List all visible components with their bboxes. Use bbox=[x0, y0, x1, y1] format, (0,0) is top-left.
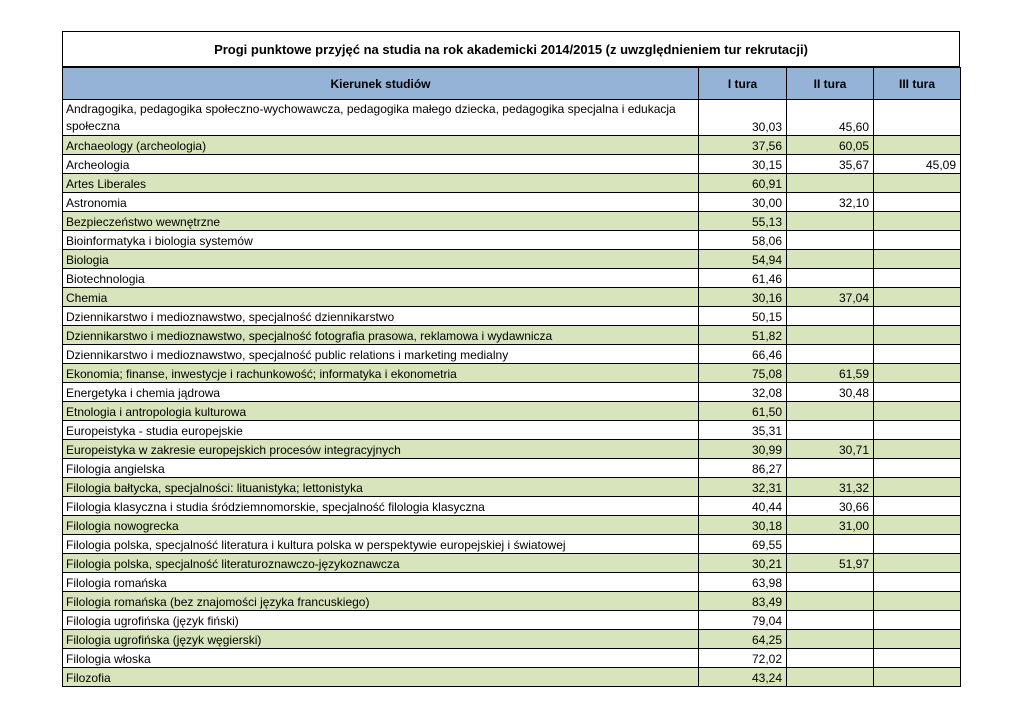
table-row bbox=[63, 231, 961, 250]
cell-round-2[interactable]: 51,97 bbox=[787, 554, 874, 573]
cell-field-name[interactable]: Filologia romańska bbox=[63, 573, 699, 592]
cell-field-name[interactable]: Biologia bbox=[63, 250, 699, 269]
table-row bbox=[63, 668, 961, 687]
cell-round-3[interactable] bbox=[874, 535, 961, 554]
cell-round-3[interactable] bbox=[874, 288, 961, 307]
table-row bbox=[63, 193, 961, 212]
cell-field-name[interactable]: Archaeology (archeologia) bbox=[63, 136, 699, 155]
cell-round-3[interactable] bbox=[874, 212, 961, 231]
cell-field-name[interactable]: Artes Liberales bbox=[63, 174, 699, 193]
cell-round-2[interactable]: 30,48 bbox=[787, 383, 874, 402]
cell-round-2[interactable]: 31,32 bbox=[787, 478, 874, 497]
cell-field-name[interactable]: Filologia polska, specjalność literatura i kultura polska w perspektywie europejskiej i światowej bbox=[63, 535, 699, 554]
cell-round-3[interactable] bbox=[874, 174, 961, 193]
cell-round-1[interactable]: 30,03 bbox=[699, 100, 787, 136]
column-header-round-3[interactable]: III tura bbox=[874, 68, 961, 100]
cell-round-2[interactable] bbox=[787, 174, 874, 193]
cell-round-3[interactable] bbox=[874, 345, 961, 364]
cell-field-name[interactable]: Filologia włoska bbox=[63, 649, 699, 668]
column-header-round-1[interactable]: I tura bbox=[699, 68, 787, 100]
cell-round-1[interactable]: 50,15 bbox=[699, 307, 787, 326]
cell-field-name[interactable]: Astronomia bbox=[63, 193, 699, 212]
table-row bbox=[63, 630, 961, 649]
cell-round-2[interactable] bbox=[787, 402, 874, 421]
cell-field-name[interactable]: Filologia ugrofińska (język węgierski) bbox=[63, 630, 699, 649]
cell-round-2[interactable] bbox=[787, 592, 874, 611]
cell-round-3[interactable] bbox=[874, 592, 961, 611]
table-row bbox=[63, 649, 961, 668]
cell-field-name[interactable]: Biotechnologia bbox=[63, 269, 699, 288]
page-title: Progi punktowe przyjęć na studia na rok akademicki 2014/2015 (z uwzględnieniem tur rekrutacji) bbox=[62, 31, 960, 67]
cell-round-1[interactable]: 30,15 bbox=[699, 155, 787, 174]
cell-round-3[interactable] bbox=[874, 554, 961, 573]
cell-field-name[interactable]: Europeistyka w zakresie europejskich procesów integracyjnych bbox=[63, 440, 699, 459]
cell-round-3[interactable] bbox=[874, 440, 961, 459]
cell-field-name[interactable]: Filologia nowogrecka bbox=[63, 516, 699, 535]
table-row bbox=[63, 288, 961, 307]
table-row bbox=[63, 174, 961, 193]
table-row bbox=[63, 345, 961, 364]
cell-round-1[interactable]: 30,16 bbox=[699, 288, 787, 307]
cell-round-3[interactable]: 45,09 bbox=[874, 155, 961, 174]
cell-field-name[interactable]: Dziennikarstwo i medioznawstwo, specjalność public relations i marketing medialny bbox=[63, 345, 699, 364]
cell-round-1[interactable]: 32,08 bbox=[699, 383, 787, 402]
cell-round-3[interactable] bbox=[874, 573, 961, 592]
cell-round-2[interactable] bbox=[787, 307, 874, 326]
cell-round-2[interactable]: 45,60 bbox=[787, 100, 874, 136]
table-row bbox=[63, 459, 961, 478]
cell-round-2[interactable]: 35,67 bbox=[787, 155, 874, 174]
table-row bbox=[63, 212, 961, 231]
cell-round-1[interactable]: 60,91 bbox=[699, 174, 787, 193]
spreadsheet bbox=[62, 31, 960, 687]
cell-round-2[interactable] bbox=[787, 231, 874, 250]
cell-field-name[interactable]: Europeistyka - studia europejskie bbox=[63, 421, 699, 440]
cell-round-1[interactable]: 54,94 bbox=[699, 250, 787, 269]
cell-round-3[interactable] bbox=[874, 630, 961, 649]
cell-field-name[interactable]: Filologia romańska (bez znajomości języka francuskiego) bbox=[63, 592, 699, 611]
table-row bbox=[63, 100, 961, 136]
cell-round-3[interactable] bbox=[874, 193, 961, 212]
cell-round-2[interactable]: 30,66 bbox=[787, 497, 874, 516]
cell-round-1[interactable]: 55,13 bbox=[699, 212, 787, 231]
cell-round-3[interactable] bbox=[874, 497, 961, 516]
cell-field-name[interactable]: Filologia angielska bbox=[63, 459, 699, 478]
cell-round-1[interactable]: 66,46 bbox=[699, 345, 787, 364]
cell-round-2[interactable]: 60,05 bbox=[787, 136, 874, 155]
table-row bbox=[63, 269, 961, 288]
cell-round-2[interactable]: 31,00 bbox=[787, 516, 874, 535]
cell-round-3[interactable] bbox=[874, 421, 961, 440]
cell-field-name[interactable]: Dziennikarstwo i medioznawstwo, specjalność fotografia prasowa, reklamowa i wydawnicza bbox=[63, 326, 699, 345]
cell-round-1[interactable]: 61,46 bbox=[699, 269, 787, 288]
cell-round-2[interactable] bbox=[787, 326, 874, 345]
thresholds-table bbox=[62, 67, 961, 687]
cell-field-name[interactable]: Filologia bałtycka, specjalności: lituanistyka; lettonistyka bbox=[63, 478, 699, 497]
cell-round-3[interactable] bbox=[874, 326, 961, 345]
table-row bbox=[63, 250, 961, 269]
table-row bbox=[63, 307, 961, 326]
cell-round-2[interactable] bbox=[787, 573, 874, 592]
cell-field-name[interactable]: Filologia polska, specjalność literaturoznawczo-językoznawcza bbox=[63, 554, 699, 573]
cell-round-3[interactable] bbox=[874, 136, 961, 155]
cell-round-2[interactable] bbox=[787, 459, 874, 478]
cell-round-2[interactable]: 37,04 bbox=[787, 288, 874, 307]
cell-round-2[interactable] bbox=[787, 345, 874, 364]
table-row bbox=[63, 516, 961, 535]
cell-round-1[interactable]: 63,98 bbox=[699, 573, 787, 592]
table-row bbox=[63, 497, 961, 516]
header-row bbox=[63, 68, 961, 100]
cell-round-1[interactable]: 43,24 bbox=[699, 668, 787, 687]
cell-round-1[interactable]: 86,27 bbox=[699, 459, 787, 478]
table-row bbox=[63, 440, 961, 459]
cell-field-name[interactable]: Filologia ugrofińska (język fiński) bbox=[63, 611, 699, 630]
cell-round-2[interactable] bbox=[787, 611, 874, 630]
column-header-field[interactable]: Kierunek studiów bbox=[63, 68, 699, 100]
table-row bbox=[63, 402, 961, 421]
cell-round-1[interactable]: 75,08 bbox=[699, 364, 787, 383]
cell-round-1[interactable]: 30,18 bbox=[699, 516, 787, 535]
cell-round-2[interactable]: 61,59 bbox=[787, 364, 874, 383]
cell-round-3[interactable] bbox=[874, 231, 961, 250]
cell-round-2[interactable] bbox=[787, 250, 874, 269]
cell-round-1[interactable]: 40,44 bbox=[699, 497, 787, 516]
cell-field-name[interactable]: Filologia klasyczna i studia śródziemnomorskie, specjalność filologia klasyczna bbox=[63, 497, 699, 516]
cell-field-name[interactable]: Ekonomia; finanse, inwestycje i rachunkowość; informatyka i ekonometria bbox=[63, 364, 699, 383]
cell-field-name[interactable]: Bezpieczeństwo wewnętrzne bbox=[63, 212, 699, 231]
cell-field-name[interactable]: Filozofia bbox=[63, 668, 699, 687]
cell-field-name[interactable]: Dziennikarstwo i medioznawstwo, specjalność dziennikarstwo bbox=[63, 307, 699, 326]
cell-round-3[interactable] bbox=[874, 250, 961, 269]
cell-round-3[interactable] bbox=[874, 478, 961, 497]
cell-field-name[interactable]: Bioinformatyka i biologia systemów bbox=[63, 231, 699, 250]
cell-round-3[interactable] bbox=[874, 649, 961, 668]
cell-round-1[interactable]: 58,06 bbox=[699, 231, 787, 250]
cell-field-name[interactable]: Energetyka i chemia jądrowa bbox=[63, 383, 699, 402]
cell-round-3[interactable] bbox=[874, 269, 961, 288]
cell-field-name[interactable]: Chemia bbox=[63, 288, 699, 307]
cell-round-1[interactable]: 83,49 bbox=[699, 592, 787, 611]
cell-round-1[interactable]: 72,02 bbox=[699, 649, 787, 668]
cell-round-2[interactable] bbox=[787, 269, 874, 288]
cell-round-3[interactable] bbox=[874, 383, 961, 402]
cell-round-1[interactable]: 30,21 bbox=[699, 554, 787, 573]
cell-round-3[interactable] bbox=[874, 402, 961, 421]
cell-round-1[interactable]: 69,55 bbox=[699, 535, 787, 554]
cell-round-1[interactable]: 37,56 bbox=[699, 136, 787, 155]
table-row bbox=[63, 554, 961, 573]
column-header-round-2[interactable]: II tura bbox=[787, 68, 874, 100]
table-row bbox=[63, 478, 961, 497]
cell-round-2[interactable] bbox=[787, 421, 874, 440]
cell-round-2[interactable] bbox=[787, 212, 874, 231]
cell-round-2[interactable] bbox=[787, 668, 874, 687]
table-row bbox=[63, 421, 961, 440]
table-row bbox=[63, 383, 961, 402]
cell-field-name[interactable]: Etnologia i antropologia kulturowa bbox=[63, 402, 699, 421]
table-row bbox=[63, 535, 961, 554]
cell-round-3[interactable] bbox=[874, 459, 961, 478]
cell-round-1[interactable]: 30,99 bbox=[699, 440, 787, 459]
cell-round-2[interactable] bbox=[787, 649, 874, 668]
cell-round-1[interactable]: 79,04 bbox=[699, 611, 787, 630]
cell-field-name[interactable]: Archeologia bbox=[63, 155, 699, 174]
table-row bbox=[63, 136, 961, 155]
cell-round-3[interactable] bbox=[874, 611, 961, 630]
table-row bbox=[63, 611, 961, 630]
cell-round-3[interactable] bbox=[874, 668, 961, 687]
table-row bbox=[63, 326, 961, 345]
cell-round-2[interactable] bbox=[787, 535, 874, 554]
cell-round-3[interactable] bbox=[874, 307, 961, 326]
table-row bbox=[63, 364, 961, 383]
cell-round-1[interactable]: 64,25 bbox=[699, 630, 787, 649]
cell-round-2[interactable]: 30,71 bbox=[787, 440, 874, 459]
cell-round-1[interactable]: 51,82 bbox=[699, 326, 787, 345]
cell-round-3[interactable] bbox=[874, 364, 961, 383]
cell-round-1[interactable]: 30,00 bbox=[699, 193, 787, 212]
cell-round-1[interactable]: 32,31 bbox=[699, 478, 787, 497]
cell-round-1[interactable]: 35,31 bbox=[699, 421, 787, 440]
cell-field-name[interactable]: Andragogika, pedagogika społeczno-wychowawcza, pedagogika małego dziecka, pedagogika specjalna i edukacja społeczna bbox=[63, 100, 699, 136]
table-row bbox=[63, 573, 961, 592]
cell-round-3[interactable] bbox=[874, 100, 961, 136]
cell-round-1[interactable]: 61,50 bbox=[699, 402, 787, 421]
table-row bbox=[63, 155, 961, 174]
cell-round-2[interactable] bbox=[787, 630, 874, 649]
cell-round-2[interactable]: 32,10 bbox=[787, 193, 874, 212]
cell-round-3[interactable] bbox=[874, 516, 961, 535]
table-row bbox=[63, 592, 961, 611]
